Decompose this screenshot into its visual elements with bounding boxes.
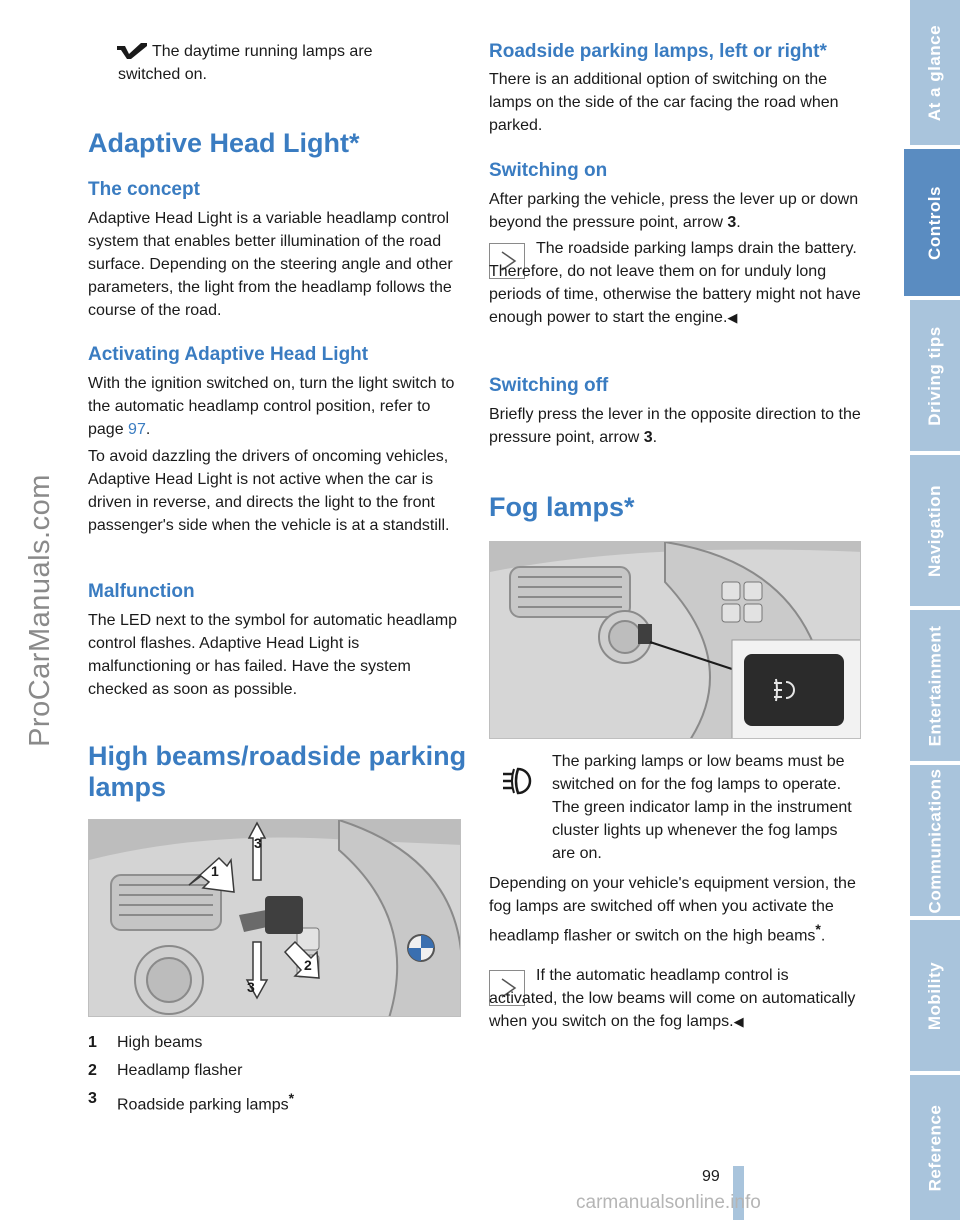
heading-switching-on: Switching on xyxy=(489,160,608,181)
paragraph-fog-2: Depending on your vehicle's equipment version, the fog lamps are switched off when you activate the headlamp flasher or switch on the high beams*. xyxy=(489,875,856,945)
intro-text-line2: switched on. xyxy=(118,66,207,83)
page-number: 99 xyxy=(702,1168,720,1185)
paragraph-switching-off: Briefly press the lever in the opposite direction to the pressure point, arrow 3. xyxy=(489,406,861,446)
heading-high-beams-line1: High beams/roadside parking xyxy=(88,741,467,771)
note-auto-headlamp: If the automatic headlamp control is activated, the low beams will come on automatically when you switch on the fog lamps.◀ xyxy=(489,967,856,1030)
photo-label-3-bottom: 3 xyxy=(247,979,255,995)
page-97-link[interactable]: 97 xyxy=(128,421,146,438)
paragraph-fog-1: The parking lamps or low beams must be switched on for the fog lamps to operate. The green indicator lamp in the instrument cluster lights up whenever the fog lamps are on. xyxy=(552,753,852,862)
daytime-lamps-check-icon xyxy=(115,42,149,60)
fog-lamps-switch-photo xyxy=(489,541,861,739)
chapter-sidebar xyxy=(910,0,960,1220)
active-tab-indicator xyxy=(904,149,910,296)
paragraph-roadside: There is an additional option of switching on the lamps on the side of the car facing the road when parked. xyxy=(489,71,839,134)
paragraph-switching-on: After parking the vehicle, press the lever up or down beyond the pressure point, arrow 3. xyxy=(489,191,859,231)
paragraph-concept: Adaptive Head Light is a variable headlamp control system that enables better illumination of the road surface. Depending on the steering angle and other parameters, the light from the headlamp follows the course of the road. xyxy=(88,210,453,319)
heading-fog-lamps: Fog lamps* xyxy=(489,492,635,522)
heading-activating: Activating Adaptive Head Light xyxy=(88,344,369,365)
heading-malfunction: Malfunction xyxy=(88,581,195,602)
photo-label-1: 1 xyxy=(211,863,219,879)
tab-communications[interactable]: Communications xyxy=(910,765,960,916)
heading-high-beams-line2: lamps xyxy=(88,772,167,802)
tab-at-a-glance[interactable]: At a glance xyxy=(910,0,960,145)
heading-switching-off: Switching off xyxy=(489,375,609,396)
tab-entertainment[interactable]: Entertainment xyxy=(910,610,960,761)
heading-the-concept: The concept xyxy=(88,179,200,200)
paragraph-malfunction: The LED next to the symbol for automatic headlamp control flashes. Adaptive Head Light is malfunctioning or has failed. Have the system checked as soon as possible. xyxy=(88,612,458,698)
footer-watermark: carmanualsonline.info xyxy=(576,1192,761,1213)
tab-navigation[interactable]: Navigation xyxy=(910,455,960,606)
tab-controls[interactable]: Controls xyxy=(910,149,960,296)
intro-text-line1: The daytime running lamps are xyxy=(152,43,373,60)
tab-driving-tips[interactable]: Driving tips xyxy=(910,300,960,451)
note-battery: The roadside parking lamps drain the battery. Therefore, do not leave them on for unduly long periods of time, otherwise the battery might not have enough power to start the engine.◀ xyxy=(489,240,861,326)
photo-label-2: 2 xyxy=(304,957,312,973)
heading-adaptive-head-light: Adaptive Head Light* xyxy=(88,128,360,158)
paragraph-activating: With the ignition switched on, turn the light switch to the automatic headlamp control position, refer to page 97. xyxy=(88,375,455,438)
side-watermark-text: ProCarManuals.com xyxy=(23,473,56,747)
high-beams-lever-photo xyxy=(88,819,461,1017)
paragraph-dazzling: To avoid dazzling the drivers of oncoming vehicles, Adaptive Head Light is not active when the car is driven in reverse, and directs the light to the front passenger's side when the vehicle is at a standstill. xyxy=(88,448,450,534)
photo-label-3-top: 3 xyxy=(254,835,262,851)
side-watermark xyxy=(18,0,62,1220)
tab-reference[interactable]: Reference xyxy=(910,1075,960,1220)
heading-roadside-parking: Roadside parking lamps, left or right* xyxy=(489,41,827,62)
tab-mobility[interactable]: Mobility xyxy=(910,920,960,1071)
